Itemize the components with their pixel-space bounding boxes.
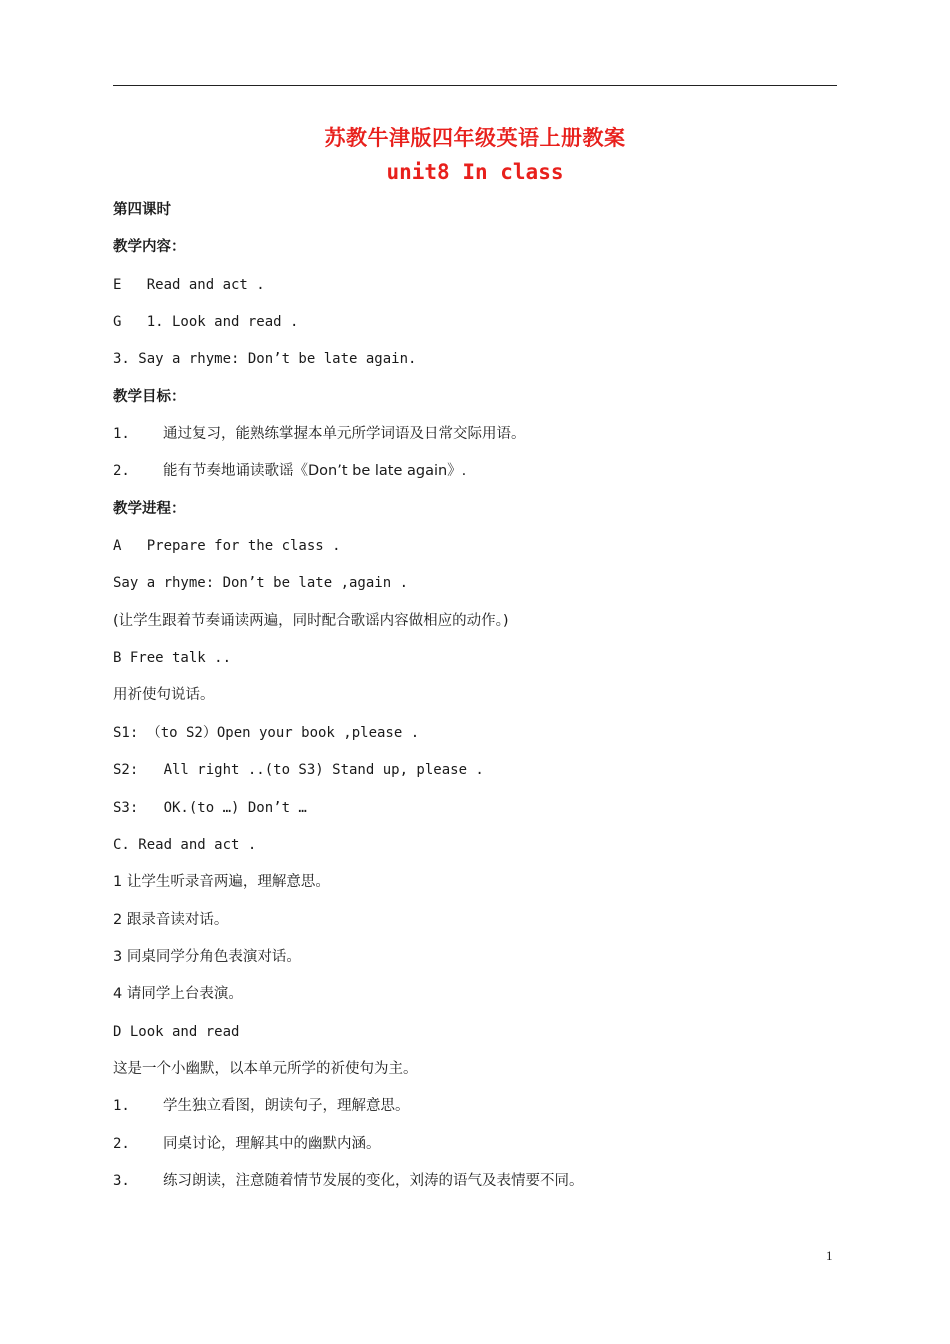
numbered-item [113, 424, 837, 461]
body-line: D Look and read [113, 1023, 240, 1040]
section-heading: 第四课时 [113, 202, 171, 218]
item-text: 学生独立看图，朗读句子，理解意思。 [163, 1098, 410, 1115]
item-text: 能有节奏地诵读歌谣《Don’t be late again》. [163, 463, 467, 480]
item-number: 2. [113, 463, 130, 480]
section-heading: 教学目标： [113, 388, 186, 405]
item-number: 1. [113, 426, 130, 443]
body-line: 2 跟录音读对话。 [113, 911, 229, 928]
body-line: (让学生跟着节奏诵读两遍，同时配合歌谣内容做相应的动作。) [113, 612, 509, 629]
section-heading: 教学内容： [113, 239, 186, 256]
item-text: 练习朗读，注意随着情节发展的变化，刘涛的语气及表情要不同。 [163, 1172, 584, 1189]
body-line: S1: （to S2）Open your book ,please . [113, 724, 420, 741]
body-line: C. Read and act . [113, 836, 257, 853]
body-line: 3. Say a rhyme: Don’t be late again. [113, 351, 417, 368]
document-title: 苏教牛津版四年级英语上册教案 [324, 126, 626, 150]
body-line: E Read and act . [113, 276, 265, 293]
body-line: 用祈使句说话。 [113, 687, 215, 704]
page-number: 1 [826, 1248, 833, 1263]
body-line: A Prepare for the class . [113, 538, 341, 555]
body-line: 1 让学生听录音两遍，理解意思。 [113, 874, 330, 891]
body-line: 3 同桌同学分角色表演对话。 [113, 948, 301, 965]
section-heading: 教学进程： [113, 500, 186, 517]
item-number: 2. [113, 1135, 130, 1152]
document-subtitle: unit8 In class [386, 160, 564, 184]
numbered-item [113, 1171, 837, 1208]
body-line: Say a rhyme: Don’t be late ,again . [113, 575, 409, 592]
body-line: 这是一个小幽默，以本单元所学的祈使句为主。 [113, 1060, 418, 1077]
numbered-item [113, 461, 837, 498]
body-line: B Free talk .. [113, 650, 232, 667]
numbered-item [113, 1096, 837, 1133]
document-body [113, 200, 837, 1208]
body-line: 4 请同学上台表演。 [113, 986, 243, 1003]
body-line: S2: All right ..(to S3) Stand up, please . [113, 762, 484, 779]
body-line: S3: OK.(to …) Don’t … [113, 799, 307, 816]
body-line: G 1. Look and read . [113, 314, 299, 331]
header-rule [113, 85, 837, 86]
numbered-item [113, 1134, 837, 1171]
item-number: 3. [113, 1172, 130, 1189]
item-text: 通过复习，能熟练掌握本单元所学词语及日常交际用语。 [163, 426, 526, 443]
item-number: 1. [113, 1098, 130, 1115]
item-text: 同桌讨论，理解其中的幽默内涵。 [163, 1135, 381, 1152]
